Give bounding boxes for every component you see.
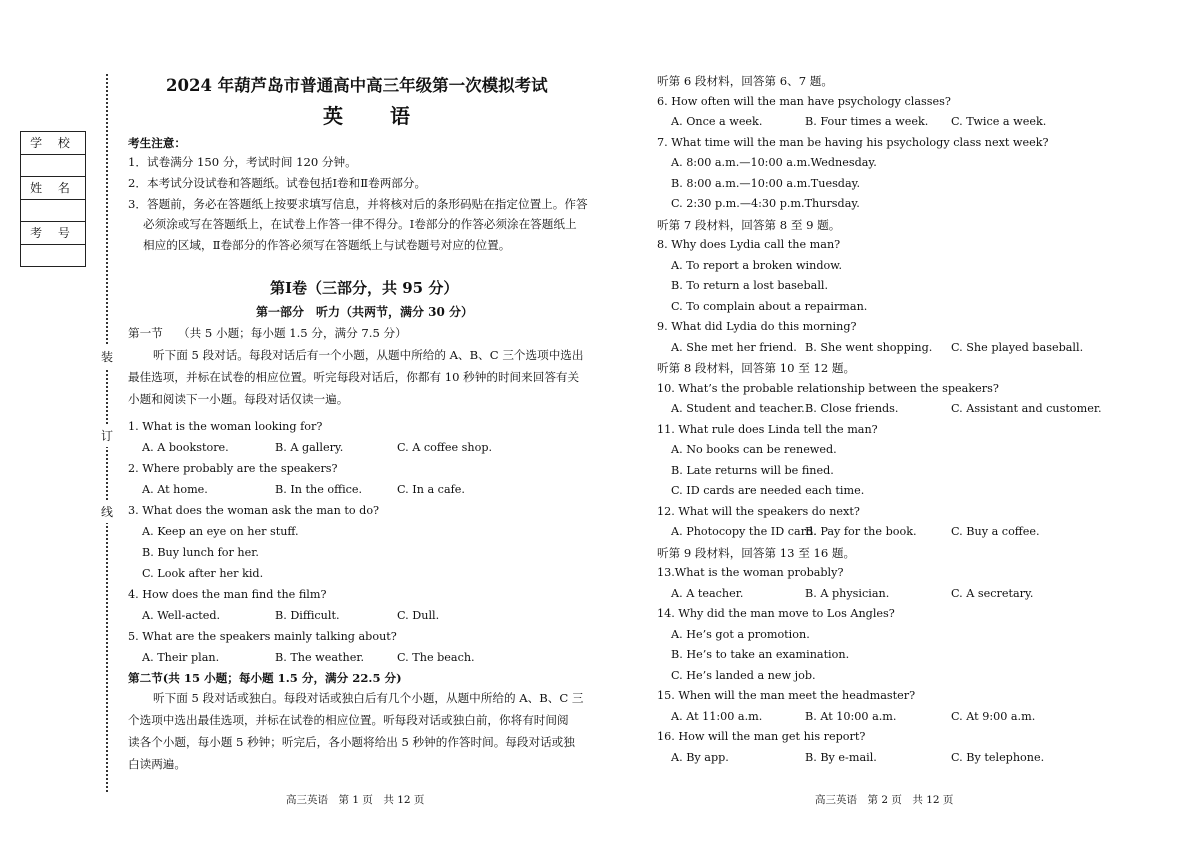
q4-option-a: A. Well-acted. <box>142 609 221 622</box>
q5-option-a: A. Their plan. <box>142 651 220 664</box>
page2-option: B. At 10:00 a.m. <box>805 709 897 723</box>
page2-question: 6. How often will the man have psychology classes? <box>657 94 951 108</box>
page2-option: C. Twice a week. <box>951 115 1047 128</box>
page2-option: B. Four times a week. <box>805 115 929 128</box>
page2-option: A. To report a broken window. <box>671 258 843 272</box>
page2-option: A. No books can be renewed. <box>671 443 837 456</box>
page2-option: B. To return a lost baseball. <box>671 279 829 292</box>
bind-char-xian: 线 <box>101 500 113 523</box>
question-4: 4. How does the man find the film? <box>128 588 327 601</box>
q2-option-a: A. At home. <box>142 483 208 496</box>
page2-question: 8. Why does Lydia call the man? <box>657 238 841 251</box>
page2-question: 15. When will the man meet the headmaster? <box>657 689 916 702</box>
q2-option-b: B. In the office. <box>275 483 363 496</box>
section1-title: 第一节 （共 5 小题；每小题 1.5 分，满分 7.5 分） <box>128 326 407 340</box>
notice-line: 相应的区域，Ⅱ卷部分的作答必须写在答题纸上与试卷题号对应的位置。 <box>143 238 511 252</box>
page2-option: B. He’s to take an examination. <box>671 648 850 661</box>
page2-question: 16. How will the man get his report? <box>657 730 866 743</box>
page2-option: B. Late returns will be fined. <box>671 463 834 477</box>
page2-option: A. At 11:00 a.m. <box>671 709 763 723</box>
page2-option: C. 2:30 p.m.—4:30 p.m.Thursday. <box>671 197 860 210</box>
page2-option: A. Photocopy the ID card. <box>671 525 817 538</box>
q3-option-a: A. Keep an eye on her stuff. <box>142 525 299 538</box>
page2-option: B. Pay for the book. <box>805 525 917 538</box>
page2-option: A. He’s got a promotion. <box>671 627 810 641</box>
instruction-line: 个选项中选出最佳选项，并标在试卷的相应位置。听每段对话或独白前，你将有时间阅 <box>128 713 569 727</box>
notice-line: 必须涂或写在答题纸上，在试卷上作答一律不得分。Ⅰ卷部分的作答必须涂在答题纸上 <box>143 217 577 231</box>
instruction-line: 最佳选项，并标在试卷的相应位置。听完每段对话后，你都有 10 秒钟的时间来回答有关 <box>128 370 580 384</box>
instruction-line: 读各个小题，每小题 5 秒钟；听完后，各小题将给出 5 秒钟的作答时间。每段对话或独 <box>128 735 575 749</box>
notice-title: 考生注意： <box>128 136 186 150</box>
page2-option: C. To complain about a repairman. <box>671 299 868 313</box>
question-3: 3. What does the woman ask the man to do? <box>128 504 380 517</box>
page2-option: C. ID cards are needed each time. <box>671 484 865 497</box>
school-label: 学 校 <box>21 132 86 155</box>
q1-option-b: B. A gallery. <box>275 441 344 454</box>
page2-question: 11. What rule does Linda tell the man? <box>657 422 878 436</box>
school-field[interactable] <box>21 154 86 177</box>
page2-question: 10. What’s the probable relationship between the speakers? <box>657 381 999 395</box>
page2-option: A. A teacher. <box>671 586 744 600</box>
instruction-line: 小题和阅读下一小题。每段对话仅读一遍。 <box>128 392 349 406</box>
page2-option: C. Buy a coffee. <box>951 525 1040 538</box>
q1-option-c: C. A coffee shop. <box>397 441 493 454</box>
material-heading: 听第 7 段材料，回答第 8 至 9 题。 <box>657 217 841 232</box>
q3-option-c: C. Look after her kid. <box>142 567 264 580</box>
bind-char-zhuang: 装 <box>101 345 113 368</box>
part-title: 第一部分 听力（共两节，满分 30 分） <box>256 305 474 319</box>
page2-option: B. 8:00 a.m.—10:00 a.m.Tuesday. <box>671 176 861 190</box>
page2-option: B. Close friends. <box>805 402 899 415</box>
instruction-line: 白读两遍。 <box>128 757 186 771</box>
q4-option-c: C. Dull. <box>397 609 440 622</box>
page2-option: C. He’s landed a new job. <box>671 668 816 682</box>
page2-question: 9. What did Lydia do this morning? <box>657 320 857 333</box>
name-field[interactable] <box>21 199 86 222</box>
q4-option-b: B. Difficult. <box>275 609 340 622</box>
page2-option: A. Student and teacher. <box>671 402 805 415</box>
material-heading: 听第 8 段材料，回答第 10 至 12 题。 <box>657 361 856 375</box>
q5-option-b: B. The weather. <box>275 651 365 664</box>
bind-char-ding: 订 <box>101 424 113 447</box>
question-1: 1. What is the woman looking for? <box>128 420 323 433</box>
page2-option: B. A physician. <box>805 586 890 600</box>
q3-option-b: B. Buy lunch for her. <box>142 546 259 559</box>
page2-option: C. At 9:00 a.m. <box>951 709 1036 723</box>
question-2: 2. Where probably are the speakers? <box>128 462 338 475</box>
instruction-line: 听下面 5 段对话或独白。每段对话或独白后有几个小题，从题中所给的 A、B、C 三 <box>153 691 584 705</box>
page2-option: A. Once a week. <box>671 115 763 128</box>
page2-option: C. A secretary. <box>951 586 1034 600</box>
page2-footer: 高三英语 第 2 页 共 12 页 <box>815 794 954 806</box>
volume-title: 第Ⅰ卷（三部分，共 95 分） <box>270 279 459 297</box>
page2-option: C. By telephone. <box>951 750 1045 764</box>
page2-question: 12. What will the speakers do next? <box>657 504 860 518</box>
section2-title: 第二节(共 15 小题；每小题 1.5 分，满分 22.5 分) <box>128 671 402 685</box>
name-label: 姓 名 <box>21 177 86 200</box>
material-heading: 听第 6 段材料，回答第 6、7 题。 <box>657 74 833 88</box>
page2-option: A. 8:00 a.m.—10:00 a.m.Wednesday. <box>671 156 877 169</box>
notice-line: 2．本考试分设试卷和答题纸。试卷包括Ⅰ卷和Ⅱ卷两部分。 <box>128 176 427 190</box>
page2-option: C. She played baseball. <box>951 340 1084 354</box>
exam-title: 2024 年葫芦岛市普通高中高三年级第一次模拟考试 <box>166 76 548 95</box>
q2-option-c: C. In a cafe. <box>397 483 465 496</box>
exam-number-field[interactable] <box>21 244 86 267</box>
student-info-table <box>20 131 86 267</box>
q5-option-c: C. The beach. <box>397 651 475 664</box>
question-5: 5. What are the speakers mainly talking about? <box>128 630 397 643</box>
material-heading: 听第 9 段材料，回答第 13 至 16 题。 <box>657 545 856 560</box>
page2-option: A. By app. <box>671 750 729 764</box>
page1-footer: 高三英语 第 1 页 共 12 页 <box>286 794 425 806</box>
q1-option-a: A. A bookstore. <box>142 441 229 454</box>
page2-question: 13.What is the woman probably? <box>657 566 844 579</box>
page2-question: 14. Why did the man move to Los Angles? <box>657 607 895 620</box>
page2-option: C. Assistant and customer. <box>951 402 1102 415</box>
exam-number-label: 考 号 <box>21 222 86 245</box>
page2-option: B. By e-mail. <box>805 750 877 764</box>
page2-option: A. She met her friend. <box>671 340 797 354</box>
page2-question: 7. What time will the man be having his psychology class next week? <box>657 135 1049 149</box>
instruction-line: 听下面 5 段对话。每段对话后有一个小题，从题中所给的 A、B、C 三个选项中选出 <box>153 348 584 362</box>
notice-line: 1．试卷满分 150 分，考试时间 120 分钟。 <box>128 155 357 169</box>
page2-option: B. She went shopping. <box>805 340 933 354</box>
subject-title: 英 语 <box>323 104 430 128</box>
notice-line: 3．答题前，务必在答题纸上按要求填写信息，并将核对后的条形码贴在指定位置上。作答 <box>128 197 588 211</box>
